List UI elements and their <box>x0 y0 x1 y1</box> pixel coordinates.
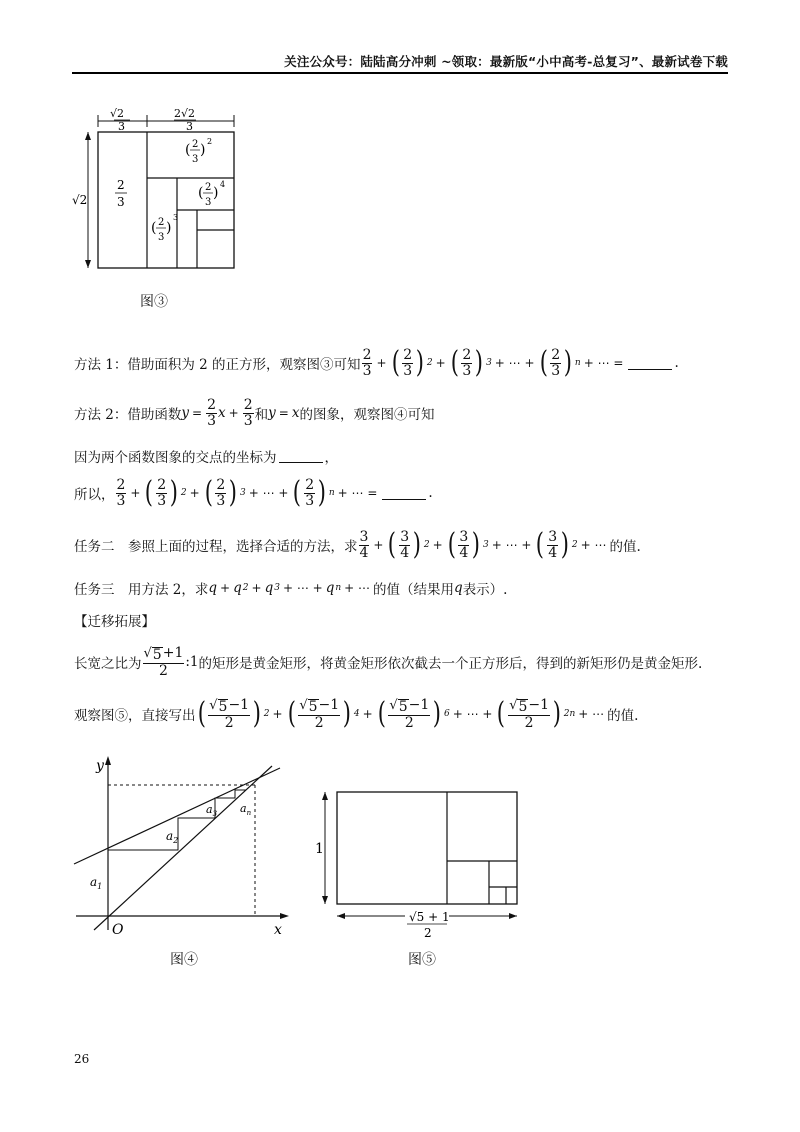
header-rule <box>72 72 728 74</box>
method-1-line: 方法 1：借助面积为 2 的正方形，观察图③可知 $\frac{2}{3}$ + ( $\frac{2}{3}$ ) 2 + ( $\frac{2}{3}$ ) 3 + ⋯ + ( $\frac{2}{3}$ ) n + ⋯ = . <box>74 345 679 381</box>
method-2-line: 方法 2：借助函数 y = $\frac{2}{3}$ x + $\frac{2}{3}$ 和 y = x 的图象，观察图④可知 <box>74 397 435 429</box>
svg-text:2: 2 <box>192 139 199 150</box>
page-header: 关注公众号：陆陆高分冲刺 ~领取：最新版“小中高考-总复习”、最新试卷下载 <box>284 54 728 69</box>
sum-line: 所以， $\frac{2}{3}$ + ( $\frac{2}{3}$ ) 2 + ( $\frac{2}{3}$ ) 3 + ⋯ + ( $\frac{2}{3}$ ) n + ⋯ = . <box>74 475 433 511</box>
svg-text:2: 2 <box>158 217 165 228</box>
figure-5 <box>315 784 527 944</box>
svg-text:(: ( <box>151 220 157 236</box>
svg-text:2: 2 <box>205 182 212 193</box>
svg-text:(: ( <box>198 185 204 201</box>
svg-text:3: 3 <box>158 232 165 243</box>
svg-text:3: 3 <box>173 213 179 222</box>
svg-text:2: 2 <box>207 137 213 146</box>
figure-3-caption: 图③ <box>140 294 168 310</box>
svg-text:3: 3 <box>186 120 193 133</box>
svg-text:): ) <box>166 220 172 236</box>
a2-label: $a_2$ <box>166 829 179 845</box>
answer-blank-2 <box>279 449 323 463</box>
bottom-golden-label: √5 + 1 <box>409 910 450 924</box>
task-3-line: 任务三 用方法 2，求 q + q 2 + q 3 + ⋯ + q n + ⋯ 的值（结果用 q 表示）. <box>74 580 508 598</box>
svg-text:3: 3 <box>205 197 212 208</box>
svg-text:3: 3 <box>192 154 199 165</box>
axis-y-label: y <box>96 758 104 774</box>
axis-x-label: x <box>274 922 282 938</box>
svg-text:): ) <box>213 185 219 201</box>
a3-label: $a_3$ <box>206 803 218 818</box>
answer-blank-3 <box>382 486 426 500</box>
extension-title: 【迁移拓展】 <box>74 614 155 630</box>
extension-line-2: 观察图⑤，直接写出 ( √ 5 −1 2 ) 2 + ( √ 5 −1 2 ) 4 + ( √ 5 −1 2 ) 6 + ⋯ + ( √ 5 −1 2 ) 2n + ⋯ 的值. <box>74 696 639 732</box>
figure-4 <box>70 752 295 942</box>
svg-text:(: ( <box>185 142 191 158</box>
width-right-label: 2√2 <box>174 107 196 120</box>
figure-3 <box>70 92 250 272</box>
svg-text:): ) <box>200 142 206 158</box>
a1-label: $a_1$ <box>90 875 103 891</box>
intersection-line: 因为两个函数图象的交点的坐标为 ， <box>74 450 338 466</box>
side-1-label: 1 <box>315 841 324 857</box>
figure-5-caption: 图⑤ <box>408 952 436 968</box>
region-2-3-label: 2 <box>117 178 125 192</box>
figure-4-caption: 图④ <box>170 952 198 968</box>
svg-text:2: 2 <box>424 926 432 940</box>
origin-label: O <box>112 922 124 938</box>
width-left-label: √2 <box>110 107 125 120</box>
side-label: √2 <box>72 193 88 207</box>
an-label: $a_n$ <box>240 802 252 817</box>
answer-blank-1 <box>628 356 672 370</box>
svg-text:3: 3 <box>118 120 125 133</box>
extension-line-1: 长宽之比为 √ 5 +1 2 :1 的矩形是黄金矩形，将黄金矩形依次截去一个正方形后，得到的新矩形仍是黄金矩形. <box>74 645 703 679</box>
page-number: 26 <box>74 1052 90 1066</box>
svg-text:3: 3 <box>117 195 125 209</box>
svg-text:4: 4 <box>220 180 226 189</box>
task-2-line: 任务二 参照上面的过程，选择合适的方法，求 $\frac{3}{4}$ + ( $\frac{3}{4}$ ) 2 + ( $\frac{3}{4}$ ) 3 + ⋯ + ( $\frac{3}{4}$ ) 2 + ⋯ 的值. <box>74 527 641 563</box>
